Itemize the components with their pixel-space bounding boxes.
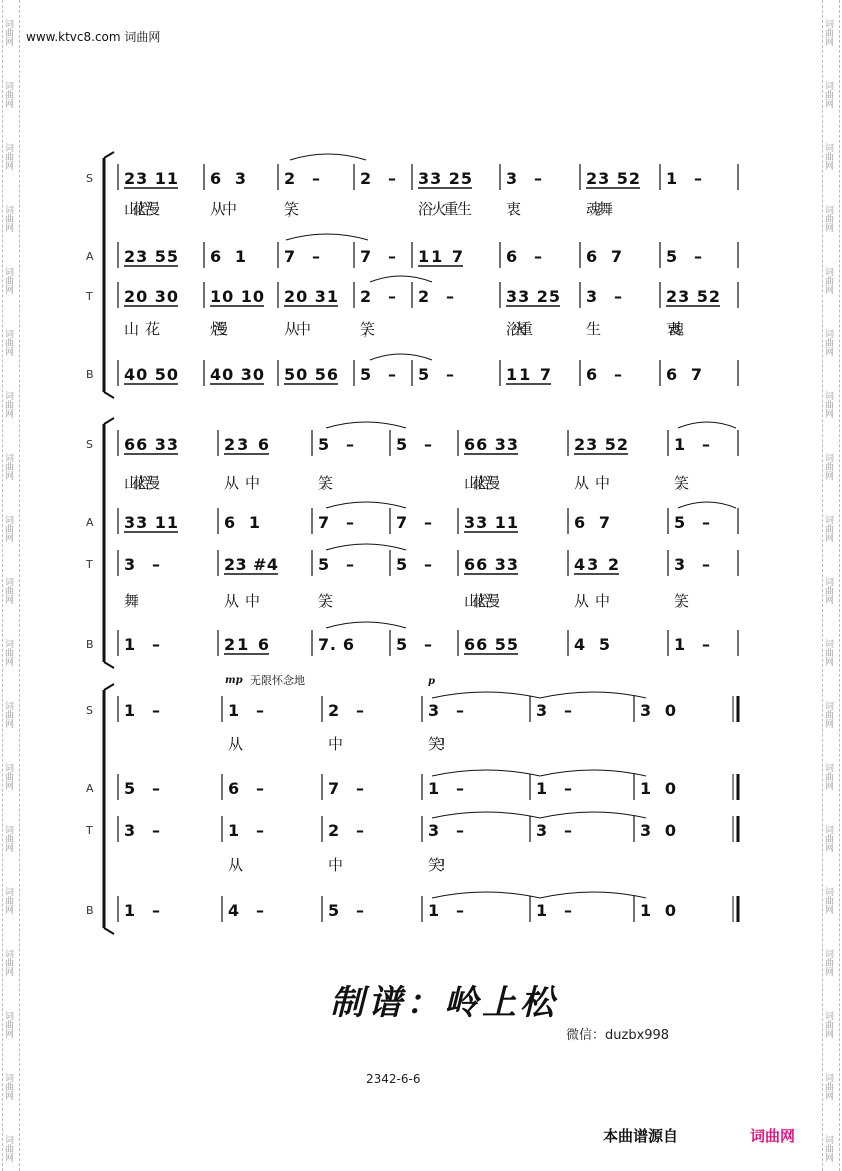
- note-group: 1 –: [674, 435, 710, 454]
- side-watermark-text: 词曲网: [3, 1010, 13, 1038]
- note-group: 2 –: [360, 287, 396, 306]
- side-watermark-text: 词曲网: [3, 948, 13, 976]
- lyric-text: 从: [228, 856, 244, 874]
- system-bracket: [104, 392, 114, 398]
- lyric-text: 笑。: [318, 592, 336, 610]
- system-bracket: [104, 418, 114, 424]
- lyric-text: 衷: [506, 200, 522, 218]
- side-watermark-text: 词曲网: [3, 762, 13, 790]
- part-label-b: B: [86, 904, 94, 917]
- note-group: 33 11: [124, 513, 178, 532]
- lyric-text: 烂漫: [210, 320, 228, 338]
- lyric-text: 笑，: [284, 200, 302, 218]
- note-group: 23 52: [666, 287, 720, 306]
- note-group: 23 #4: [224, 555, 278, 574]
- side-watermark-text: 词曲网: [823, 886, 833, 914]
- lyric-text: 从 中: [574, 474, 610, 492]
- tie-arc: [326, 544, 406, 550]
- part-label-t: T: [86, 824, 93, 837]
- note-group: 3 –: [124, 555, 160, 574]
- side-watermark-text: 词曲网: [823, 638, 833, 666]
- note-group: 5 –: [418, 365, 454, 384]
- note-group: 3 0: [640, 701, 676, 720]
- lyric-text: 浴火重: [506, 320, 533, 338]
- note-group: 6 7: [574, 513, 610, 532]
- note-group: 5 –: [396, 635, 432, 654]
- note-group: 1 –: [666, 169, 702, 188]
- tie-arc: [432, 692, 540, 698]
- lyric-text: 从: [228, 735, 244, 753]
- side-watermark-text: 词曲网: [3, 638, 13, 666]
- lyric-text: 笑!: [428, 735, 446, 753]
- note-group: 5 –: [360, 365, 396, 384]
- note-group: 5 –: [396, 435, 432, 454]
- note-group: 7 –: [284, 247, 320, 266]
- side-watermark-text: 词曲网: [823, 80, 833, 108]
- side-watermark-text: 词曲网: [3, 824, 13, 852]
- note-group: 6 –: [228, 779, 264, 798]
- side-watermark-text: 词曲网: [823, 948, 833, 976]
- note-group: 5 –: [328, 901, 364, 920]
- tie-arc: [326, 422, 406, 428]
- wechat-contact: 微信：duzbx998: [566, 1028, 670, 1043]
- note-group: 21 6: [224, 635, 269, 654]
- note-group: 1 0: [640, 779, 676, 798]
- note-group: 4 5: [574, 635, 610, 654]
- note-group: 10 10: [210, 287, 264, 306]
- lyric-text: 舞: [124, 592, 140, 610]
- note-group: 1 –: [674, 635, 710, 654]
- note-group: 7 –: [360, 247, 396, 266]
- lyric-text: 从 中: [284, 320, 311, 338]
- side-watermark-text: 词曲网: [823, 700, 833, 728]
- note-group: 66 55: [464, 635, 518, 654]
- tie-arc: [286, 234, 368, 240]
- system-bracket: [104, 152, 114, 158]
- side-watermark-text: 词曲网: [3, 1072, 13, 1100]
- note-group: 33 25: [506, 287, 560, 306]
- score-code: 2342-6-6: [366, 1072, 421, 1086]
- note-group: 3 –: [674, 555, 710, 574]
- note-group: 5 –: [666, 247, 702, 266]
- lyric-text: 笑。: [674, 474, 692, 492]
- tie-arc: [540, 892, 646, 898]
- lyric-text: 从 中: [224, 592, 260, 610]
- tie-arc: [326, 502, 406, 508]
- note-group: 50 56: [284, 365, 338, 384]
- side-watermark-text: 词曲网: [823, 390, 833, 418]
- part-label-a: A: [86, 516, 94, 529]
- note-group: 23 11: [124, 169, 178, 188]
- system-bracket: [104, 684, 114, 690]
- part-label-s: S: [86, 438, 93, 451]
- lyric-text: 中: [328, 856, 344, 874]
- lyric-text: 生: [586, 320, 602, 338]
- side-watermark-text: 词曲网: [3, 1134, 13, 1162]
- part-label-a: A: [86, 250, 94, 263]
- tie-arc: [540, 770, 646, 776]
- note-group: 5 –: [396, 555, 432, 574]
- note-group: 3 –: [428, 821, 464, 840]
- source-site-link[interactable]: 词曲网: [750, 1127, 796, 1145]
- side-watermark-text: 词曲网: [823, 762, 833, 790]
- tie-arc: [432, 892, 540, 898]
- part-label-t: T: [86, 290, 93, 303]
- source-prefix: 本曲谱源自: [603, 1127, 679, 1145]
- note-group: 23 55: [124, 247, 178, 266]
- side-watermark-text: 词曲网: [823, 1072, 833, 1100]
- lyric-text: 衷魂: [666, 320, 684, 338]
- lyric-text: 笑!: [428, 856, 446, 874]
- side-watermark-text: 词曲网: [823, 18, 833, 46]
- side-watermark-text: 词曲网: [3, 514, 13, 542]
- note-group: 23 52: [574, 435, 628, 454]
- note-group: 6 7: [666, 365, 702, 384]
- note-group: 7 –: [318, 513, 354, 532]
- part-label-t: T: [86, 558, 93, 571]
- note-group: 11 7: [418, 247, 463, 266]
- side-watermark-text: 词曲网: [823, 576, 833, 604]
- system-bracket: [104, 662, 114, 668]
- side-watermark-text: 词曲网: [3, 142, 13, 170]
- note-group: 66 33: [124, 435, 178, 454]
- tie-arc: [326, 622, 406, 628]
- tie-arc: [290, 154, 366, 160]
- side-watermark-text: 词曲网: [823, 452, 833, 480]
- lyric-text: 山花烂漫: [464, 474, 500, 492]
- note-group: 6 7: [586, 247, 622, 266]
- note-group: 1 –: [536, 779, 572, 798]
- side-watermark-text: 词曲网: [823, 328, 833, 356]
- dynamic-p: p: [428, 676, 435, 687]
- side-watermark-text: 词曲网: [3, 266, 13, 294]
- note-group: 23 6: [224, 435, 269, 454]
- lyric-text: 从 中: [224, 474, 260, 492]
- tie-arc: [540, 692, 646, 698]
- note-group: 6 –: [586, 365, 622, 384]
- part-label-s: S: [86, 704, 93, 717]
- lyric-text: 中: [328, 735, 344, 753]
- lyric-text: 笑。: [318, 474, 336, 492]
- note-group: 3 0: [640, 821, 676, 840]
- note-group: 33 11: [464, 513, 518, 532]
- tie-arc: [432, 770, 540, 776]
- note-group: 20 30: [124, 287, 178, 306]
- expression-mark: 无限怀念地: [250, 674, 305, 687]
- lyric-text: 从 中: [574, 592, 610, 610]
- note-group: 2 –: [284, 169, 320, 188]
- note-group: 33 25: [418, 169, 472, 188]
- arranger-signature: 制谱：岭上松: [330, 983, 558, 1023]
- note-group: 7 –: [328, 779, 364, 798]
- lyric-text: 从 中: [210, 200, 237, 218]
- note-group: 66 33: [464, 555, 518, 574]
- lyric-text: 山 花: [124, 320, 160, 338]
- tie-arc: [370, 276, 432, 282]
- side-watermark-text: 词曲网: [823, 204, 833, 232]
- note-group: 1 –: [124, 901, 160, 920]
- note-group: 3 –: [506, 169, 542, 188]
- part-label-b: B: [86, 368, 94, 381]
- side-watermark-text: 词曲网: [3, 700, 13, 728]
- note-group: 66 33: [464, 435, 518, 454]
- note-group: 40 50: [124, 365, 178, 384]
- tie-arc: [678, 502, 736, 508]
- note-group: 3 –: [124, 821, 160, 840]
- tie-arc: [540, 812, 646, 818]
- side-watermark-text: 词曲网: [823, 1010, 833, 1038]
- lyric-text: 笑。: [674, 592, 692, 610]
- lyric-text: 山花烂漫: [464, 592, 500, 610]
- note-group: 23 52: [586, 169, 640, 188]
- note-group: 3 –: [586, 287, 622, 306]
- note-group: 4 –: [228, 901, 264, 920]
- side-watermark-text: 词曲网: [823, 142, 833, 170]
- note-group: 1 0: [640, 901, 676, 920]
- lyric-text: 山花烂漫: [124, 200, 160, 218]
- note-group: 7. 6: [318, 635, 354, 654]
- side-watermark-text: 词曲网: [3, 80, 13, 108]
- side-watermark-text: 词曲网: [3, 328, 13, 356]
- note-group: 2 –: [328, 821, 364, 840]
- part-label-s: S: [86, 172, 93, 185]
- note-group: 1 –: [124, 701, 160, 720]
- note-group: 1 –: [428, 901, 464, 920]
- lyric-text: 魂 舞: [586, 200, 613, 218]
- note-group: 5 –: [124, 779, 160, 798]
- note-group: 5 –: [318, 435, 354, 454]
- side-watermark-text: 词曲网: [3, 886, 13, 914]
- lyric-text: 浴 火重 生: [418, 200, 472, 218]
- note-group: 2 –: [328, 701, 364, 720]
- side-watermark-text: 词曲网: [3, 18, 13, 46]
- side-watermark-text: 词曲网: [3, 576, 13, 604]
- note-group: 1 –: [428, 779, 464, 798]
- note-group: 11 7: [506, 365, 551, 384]
- note-group: 1 –: [124, 635, 160, 654]
- side-watermark-text: 词曲网: [823, 266, 833, 294]
- note-group: 2 –: [418, 287, 454, 306]
- note-group: 3 –: [536, 701, 572, 720]
- note-group: 1 –: [536, 901, 572, 920]
- note-group: 3 –: [536, 821, 572, 840]
- part-label-b: B: [86, 638, 94, 651]
- note-group: 5 –: [318, 555, 354, 574]
- note-group: 6 –: [506, 247, 542, 266]
- tie-arc: [678, 422, 736, 428]
- side-watermark-text: 词曲网: [3, 204, 13, 232]
- note-group: 7 –: [396, 513, 432, 532]
- note-group: 6 1: [224, 513, 260, 532]
- note-group: 1 –: [228, 701, 264, 720]
- note-group: 6 3: [210, 169, 246, 188]
- side-watermark-text: 词曲网: [3, 452, 13, 480]
- note-group: 1 –: [228, 821, 264, 840]
- site-header[interactable]: www.ktvc8.com 词曲网: [26, 30, 161, 44]
- side-watermark-text: 词曲网: [823, 1134, 833, 1162]
- lyric-text: 笑，: [360, 320, 378, 338]
- part-label-a: A: [86, 782, 94, 795]
- system-bracket: [104, 928, 114, 934]
- dynamic-mp: mp: [225, 675, 243, 686]
- note-group: 2 –: [360, 169, 396, 188]
- side-watermark-text: 词曲网: [823, 514, 833, 542]
- side-watermark-text: 词曲网: [3, 390, 13, 418]
- note-group: 43 2: [574, 555, 619, 574]
- note-group: 5 –: [674, 513, 710, 532]
- note-group: 3 –: [428, 701, 464, 720]
- tie-arc: [432, 812, 540, 818]
- tie-arc: [370, 354, 432, 360]
- side-watermark-text: 词曲网: [823, 824, 833, 852]
- lyric-text: 山花烂漫: [124, 474, 160, 492]
- note-group: 6 1: [210, 247, 246, 266]
- note-group: 20 31: [284, 287, 338, 306]
- note-group: 40 30: [210, 365, 264, 384]
